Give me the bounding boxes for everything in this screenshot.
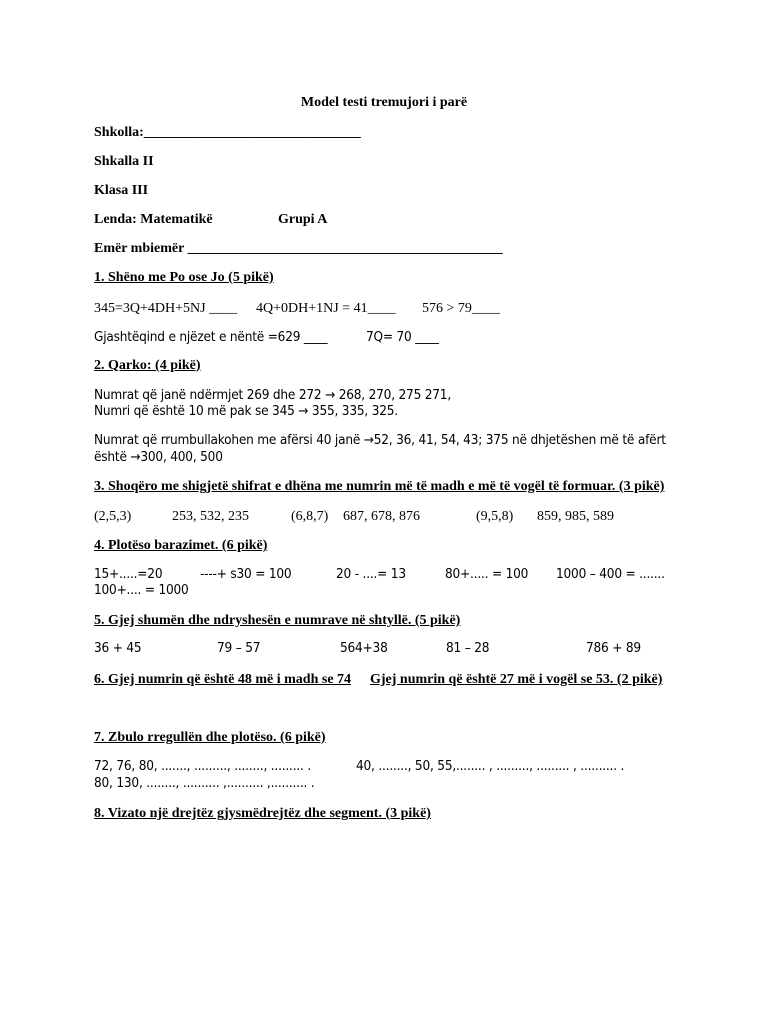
q1-item: 7Q= 70 ____	[366, 329, 439, 345]
q3-item: (2,5,3)	[94, 509, 132, 524]
q4-item: 80+..... = 100	[445, 566, 529, 582]
q8-heading: 8. Vizato një drejtëz gjysmëdrejtëz dhe segment. (3 pikë)	[94, 806, 431, 821]
q6-part1: 6. Gjej numrin që është 48 më i madh se 74	[94, 672, 352, 687]
q3-item: (9,5,8)	[476, 509, 514, 524]
group-field: Grupi A	[278, 212, 328, 227]
q5-item: 564+38	[340, 640, 388, 656]
q2-line: është →300, 400, 500	[94, 449, 223, 465]
q2-line: Numrat që janë ndërmjet 269 dhe 272 → 268, 270, 275 271,	[94, 387, 451, 403]
level-field: Shkalla II	[94, 154, 154, 169]
subject-field: Lenda: Matematikë	[94, 212, 213, 227]
q4-heading: 4. Plotëso barazimet. (6 pikë)	[94, 538, 268, 553]
name-field: Emër mbiemër _____________________________________________	[94, 241, 503, 256]
q3-item: (6,8,7)	[291, 509, 329, 524]
q7-sequence: 40, ........, 50, 55,........ , ........., ......... , .......... .	[356, 758, 625, 774]
q5-item: 786 + 89	[586, 640, 641, 656]
q4-item: 1000 – 400 = .......	[556, 566, 665, 582]
q1-item: 576 > 79____	[422, 301, 500, 316]
q7-sequence: 72, 76, 80, ......., ........., ........, ......... .	[94, 758, 311, 774]
school-field: Shkolla:_______________________________	[94, 125, 361, 140]
q2-heading: 2. Qarko: (4 pikë)	[94, 358, 201, 373]
q4-item: 100+.... = 1000	[94, 582, 189, 598]
q4-item: ----+ s30 = 100	[200, 566, 292, 582]
q3-heading: 3. Shoqëro me shigjetë shifrat e dhëna me numrin më të madh e më të vogël të formuar. (3 pikë)	[94, 479, 665, 494]
q5-heading: 5. Gjej shumën dhe ndryshesën e numrave në shtyllë. (5 pikë)	[94, 613, 461, 628]
document-title: Model testi tremujori i parë	[300, 95, 468, 110]
q1-item: 345=3Q+4DH+5NJ ____	[94, 301, 238, 316]
q1-item: 4Q+0DH+1NJ = 41____	[256, 301, 396, 316]
q3-item: 687, 678, 876	[343, 509, 420, 524]
q4-item: 15+.....=20	[94, 566, 163, 582]
q5-item: 79 – 57	[217, 640, 261, 656]
q3-item: 859, 985, 589	[537, 509, 614, 524]
q5-item: 36 + 45	[94, 640, 142, 656]
q3-item: 253, 532, 235	[172, 509, 249, 524]
q1-heading: 1. Shëno me Po ose Jo (5 pikë)	[94, 270, 274, 285]
q5-item: 81 – 28	[446, 640, 490, 656]
q2-line: Numri që është 10 më pak se 345 → 355, 335, 325.	[94, 403, 398, 419]
q7-heading: 7. Zbulo rregullën dhe plotëso. (6 pikë)	[94, 730, 326, 745]
q1-item: Gjashtëqind e njëzet e nëntë =629 ____	[94, 329, 328, 345]
q4-item: 20 - ....= 13	[336, 566, 406, 582]
q2-line: Numrat që rrumbullakohen me afërsi 40 janë →52, 36, 41, 54, 43; 375 në dhjetëshen më të afërt	[94, 432, 666, 448]
q7-sequence: 80, 130, ........, .......... ,.......... ,.......... .	[94, 775, 315, 791]
q6-part2: Gjej numrin që është 27 më i vogël se 53. (2 pikë)	[370, 672, 663, 687]
class-field: Klasa III	[94, 183, 149, 198]
